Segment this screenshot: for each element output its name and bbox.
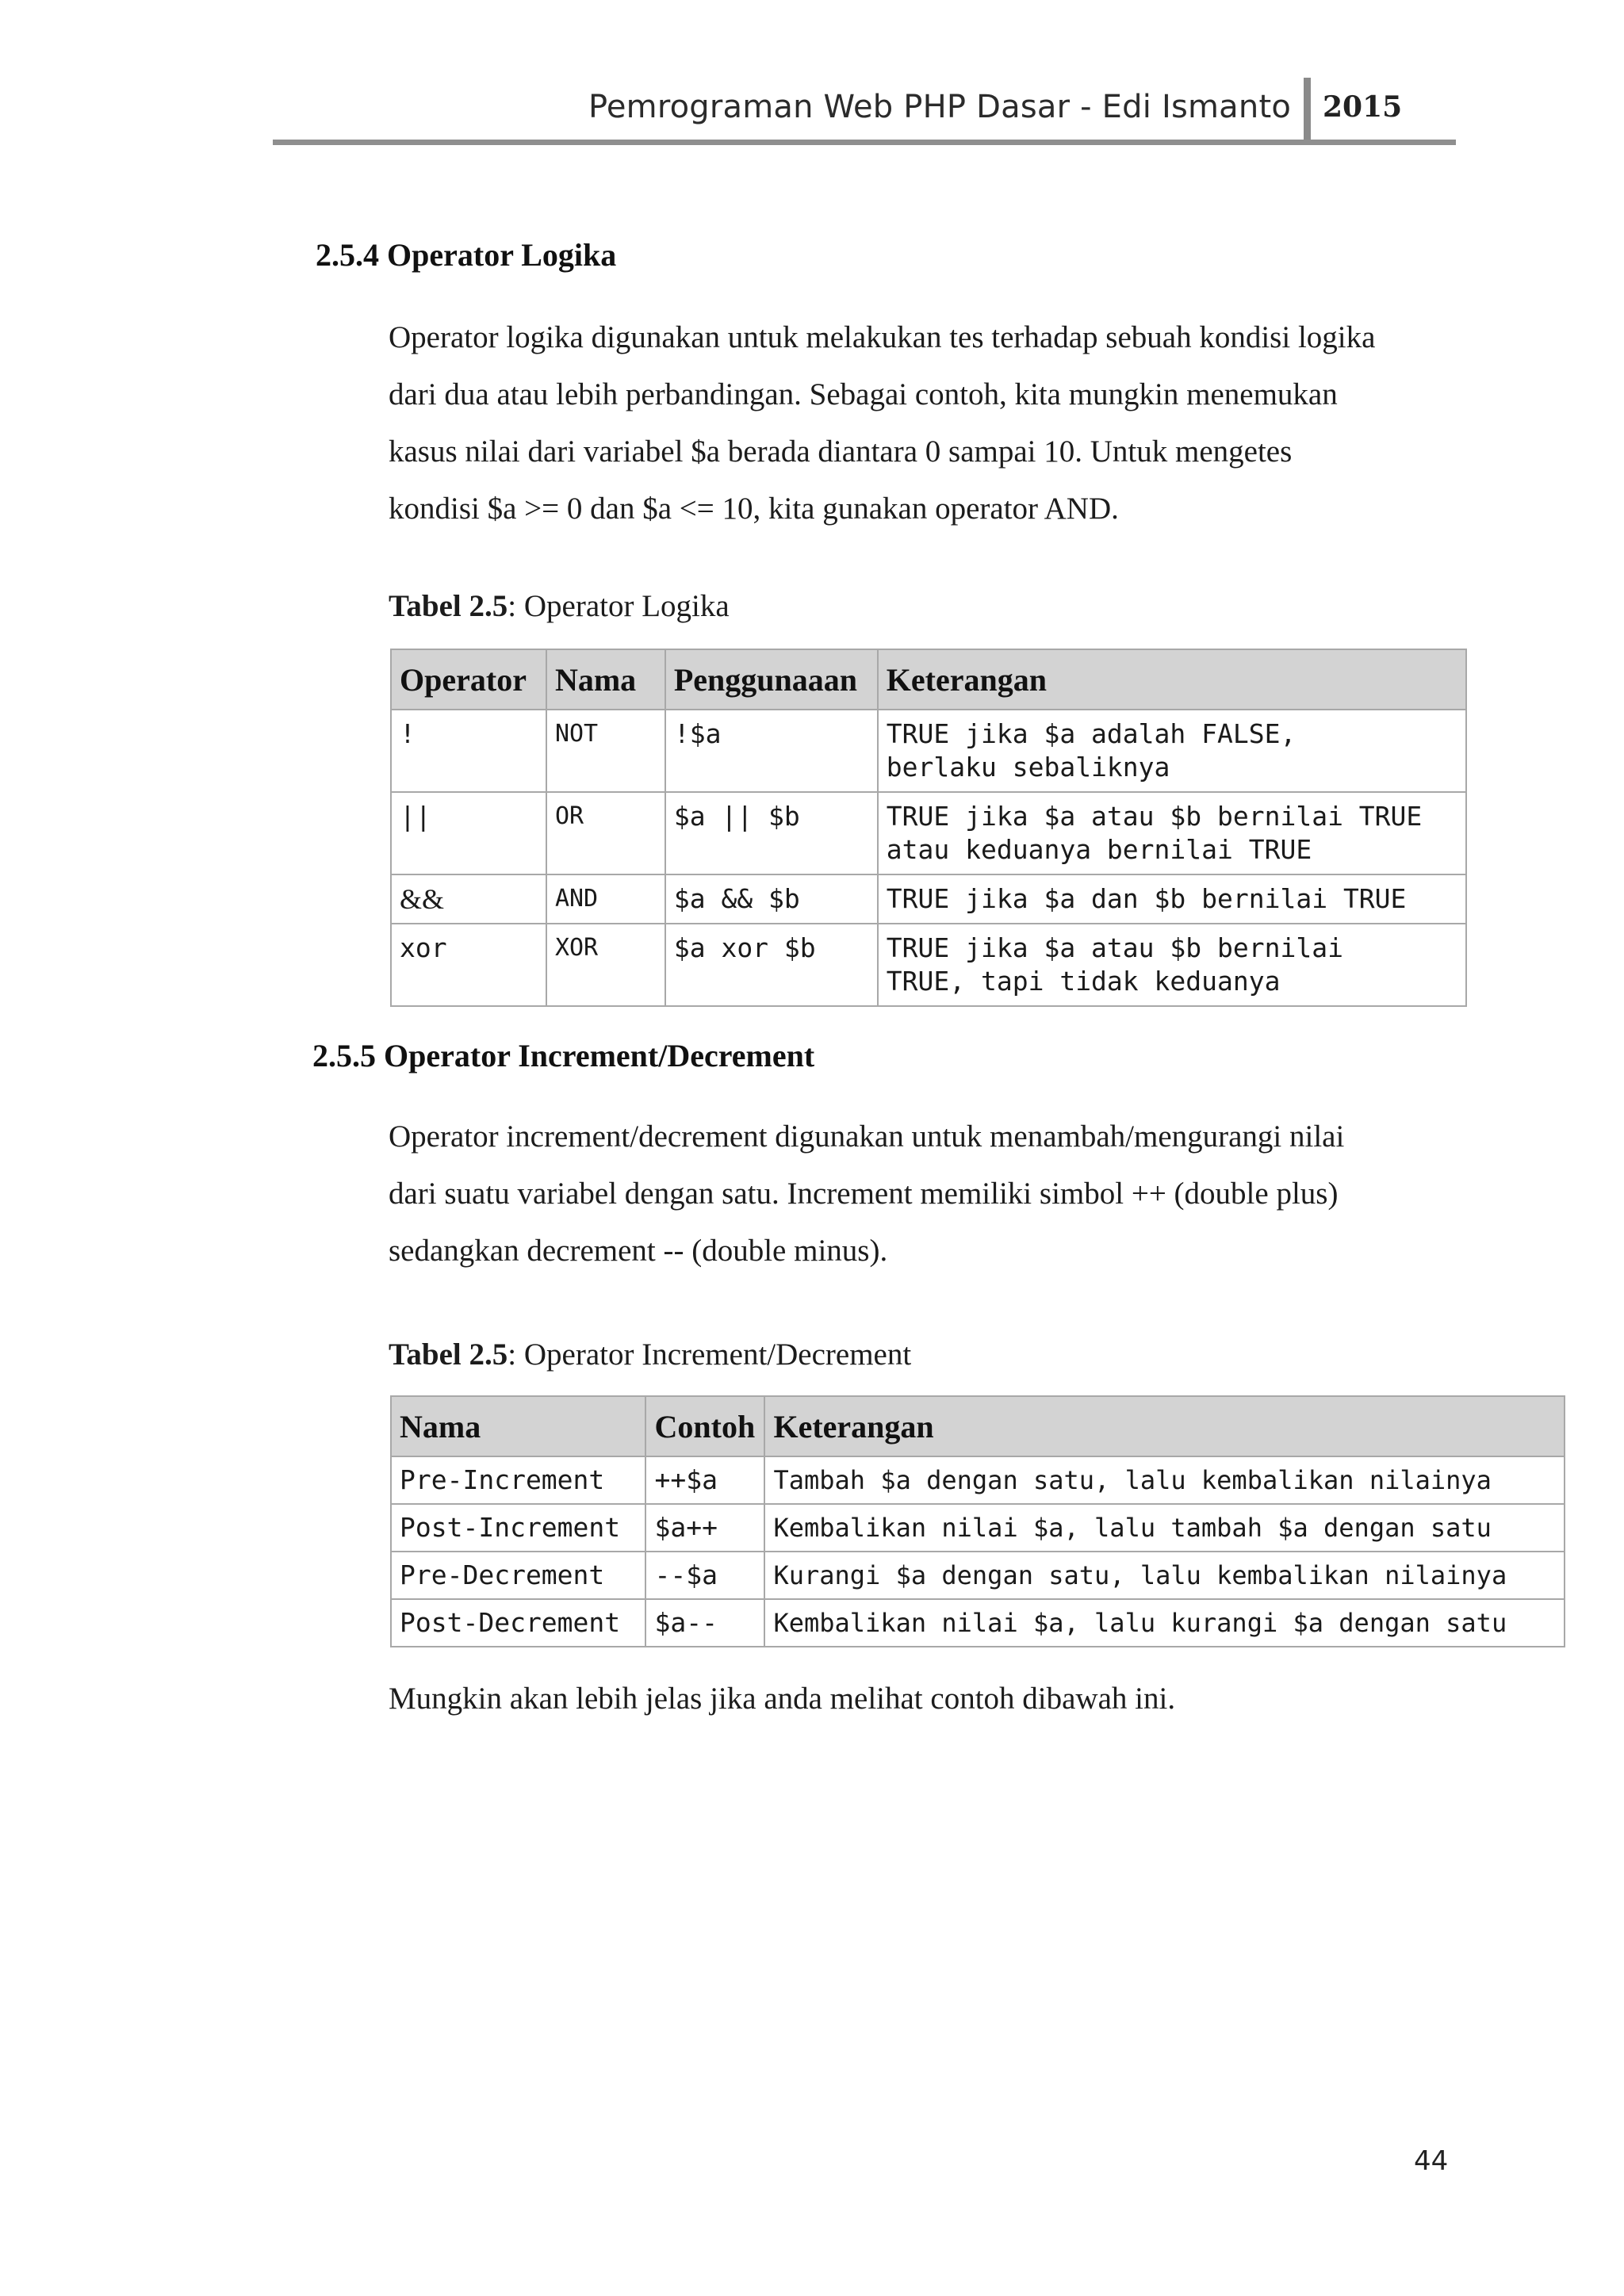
table-cell: ++$a <box>645 1456 764 1504</box>
column-header: Nama <box>546 649 665 710</box>
running-header-year: 2015 <box>1323 90 1403 124</box>
table-cell: ! <box>391 710 546 792</box>
table-cell: --$a <box>645 1552 764 1599</box>
table-cell: $a || $b <box>665 792 878 874</box>
section-title: Operator Logika <box>387 237 617 273</box>
table-row <box>391 874 1466 924</box>
table-caption-logika <box>389 588 730 624</box>
table-cell: TRUE jika $a atau $b bernilai TRUE atau keduanya bernilai TRUE <box>878 792 1466 874</box>
table-cell: $a xor $b <box>665 924 878 1006</box>
column-header: Operator <box>391 649 546 710</box>
section-heading-increment <box>312 1037 814 1074</box>
table-row <box>391 1599 1565 1647</box>
closing-sentence: Mungkin akan lebih jelas jika anda melihat contoh dibawah ini. <box>389 1682 1176 1716</box>
header-divider <box>1304 78 1311 143</box>
table-cell: $a-- <box>645 1599 764 1647</box>
table-header-row <box>391 649 1466 710</box>
table-operator-logika <box>390 649 1467 1007</box>
page-number: 44 <box>1414 2145 1449 2177</box>
column-header: Keterangan <box>878 649 1466 710</box>
column-header: Nama <box>391 1396 645 1456</box>
table-row <box>391 1504 1565 1552</box>
table-cell: TRUE jika $a atau $b bernilai TRUE, tapi tidak keduanya <box>878 924 1466 1006</box>
section-number: 2.5.4 <box>316 237 379 273</box>
column-header: Penggunaaan <box>665 649 878 710</box>
table-cell: && <box>391 874 546 924</box>
table-cell: $a && $b <box>665 874 878 924</box>
table-cell: Pre-Decrement <box>391 1552 645 1599</box>
paragraph-line: sedangkan decrement -- (double minus). <box>389 1234 888 1268</box>
section-number: 2.5.5 <box>312 1038 376 1073</box>
table-cell: AND <box>546 874 665 924</box>
column-header: Keterangan <box>764 1396 1565 1456</box>
table-cell: xor <box>391 924 546 1006</box>
table-row <box>391 1456 1565 1504</box>
table-cell: XOR <box>546 924 665 1006</box>
table-row <box>391 710 1466 792</box>
table-row <box>391 924 1466 1006</box>
table-operator-increment <box>390 1395 1565 1647</box>
caption-label: Tabel 2.5 <box>389 1337 508 1372</box>
table-cell: Post-Increment <box>391 1504 645 1552</box>
table-cell: $a++ <box>645 1504 764 1552</box>
table-cell: OR <box>546 792 665 874</box>
header-rule <box>273 140 1456 145</box>
table-cell: Kurangi $a dengan satu, lalu kembalikan nilainya <box>764 1552 1565 1599</box>
caption-text: : Operator Logika <box>508 589 730 623</box>
table-cell: Kembalikan nilai $a, lalu tambah $a dengan satu <box>764 1504 1565 1552</box>
table-cell: || <box>391 792 546 874</box>
paragraph-line: dari dua atau lebih perbandingan. Sebagai contoh, kita mungkin menemukan <box>389 377 1338 411</box>
paragraph-line: Operator logika digunakan untuk melakukan tes terhadap sebuah kondisi logika <box>389 320 1376 354</box>
table-row <box>391 792 1466 874</box>
table-cell: Tambah $a dengan satu, lalu kembalikan nilainya <box>764 1456 1565 1504</box>
paragraph-line: kasus nilai dari variabel $a berada diantara 0 sampai 10. Untuk mengetes <box>389 434 1293 469</box>
paragraph-logika <box>389 309 1443 538</box>
running-header-title: Pemrograman Web PHP Dasar - Edi Ismanto <box>588 89 1291 125</box>
table-row <box>391 1552 1565 1599</box>
table-cell: TRUE jika $a adalah FALSE, berlaku sebaliknya <box>878 710 1466 792</box>
table-cell: !$a <box>665 710 878 792</box>
paragraph-line: kondisi $a >= 0 dan $a <= 10, kita gunakan operator AND. <box>389 492 1119 526</box>
table-cell: Post-Decrement <box>391 1599 645 1647</box>
caption-text: : Operator Increment/Decrement <box>508 1337 912 1372</box>
section-heading-logika <box>316 236 616 274</box>
table-cell: TRUE jika $a dan $b bernilai TRUE <box>878 874 1466 924</box>
table-cell: Pre-Increment <box>391 1456 645 1504</box>
caption-label: Tabel 2.5 <box>389 589 508 623</box>
table-caption-increment <box>389 1337 911 1372</box>
section-title: Operator Increment/Decrement <box>384 1038 815 1073</box>
paragraph-increment <box>389 1108 1443 1280</box>
table-cell: Kembalikan nilai $a, lalu kurangi $a dengan satu <box>764 1599 1565 1647</box>
table-header-row <box>391 1396 1565 1456</box>
paragraph-line: Operator increment/decrement digunakan untuk menambah/mengurangi nilai <box>389 1119 1345 1154</box>
table-cell: NOT <box>546 710 665 792</box>
paragraph-line: dari suatu variabel dengan satu. Increment memiliki simbol ++ (double plus) <box>389 1177 1339 1211</box>
column-header: Contoh <box>645 1396 764 1456</box>
